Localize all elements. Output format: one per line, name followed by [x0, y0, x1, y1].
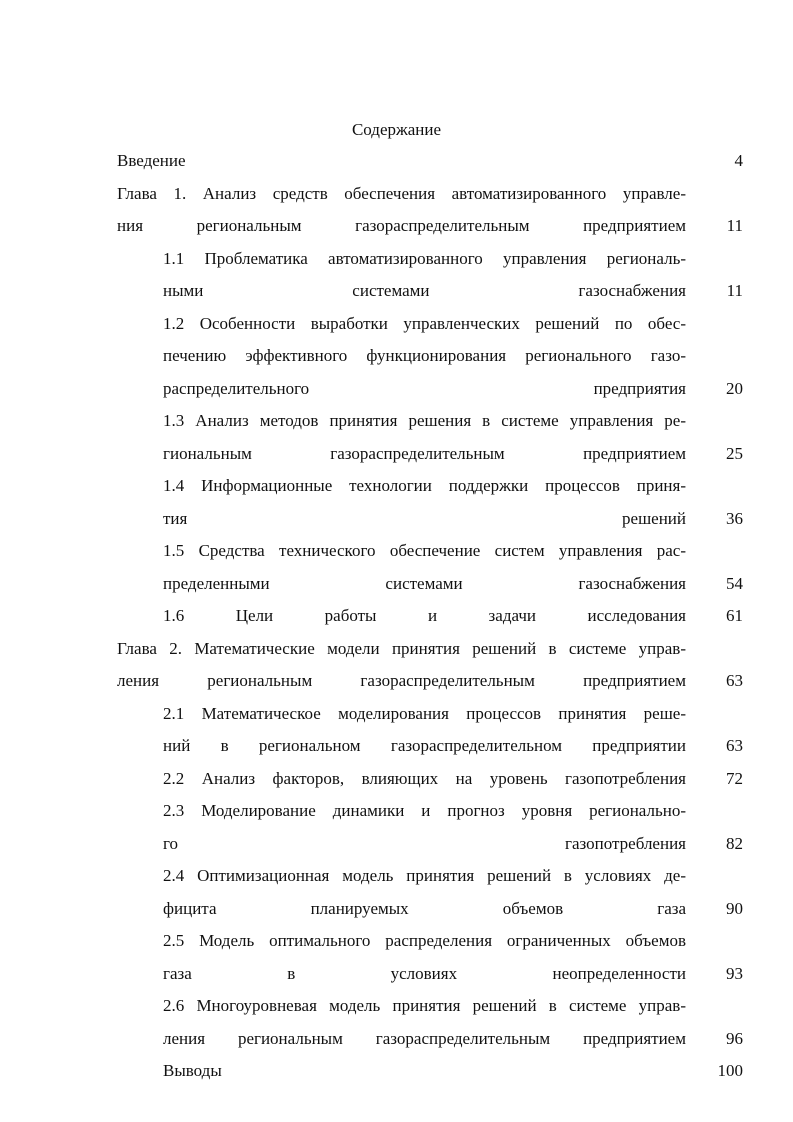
toc-page-number: 63 [726, 736, 743, 755]
toc-entry-1-3 [0, 405, 793, 470]
toc-entry-2-4 [0, 860, 793, 925]
toc-page-number: 36 [726, 508, 743, 528]
toc-entry-text: газа в условиях неопределенности [163, 963, 686, 983]
toc-page-number: 54 [726, 573, 743, 593]
toc-entry-text: пределенными системами газоснабжения [163, 573, 686, 593]
toc-entry-text: 1.6 Цели работы и задачи исследования [163, 606, 686, 625]
toc-entry-text: Глава 1. Анализ средств обеспечения автоматизированного управле- [117, 183, 686, 203]
toc-entry-text: распределительного предприятия [163, 378, 686, 398]
toc-entry-text: 2.6 Многоуровневая модель принятия решений в системе управ- [163, 996, 686, 1015]
toc-entry-2-1 [0, 698, 793, 763]
toc-page-number: 4 [734, 151, 743, 170]
toc-entry-text: ния региональным газораспределительным предприятием [117, 216, 686, 235]
toc-entry-text: ний в региональном газораспределительном предприятии [163, 736, 686, 755]
toc-entry-text: 2.2 Анализ факторов, влияющих на уровень газопотребления [163, 768, 686, 788]
toc-entry-text: печению эффективного функционирования регионального газо- [163, 346, 686, 365]
toc-entry-text: 1.1 Проблематика автоматизированного управления региональ- [163, 248, 686, 268]
toc-entry-2-5 [0, 925, 793, 990]
toc-page-number: 11 [726, 216, 743, 235]
toc-page-number: 11 [726, 281, 743, 300]
toc-entry-text: 1.5 Средства технического обеспечение систем управления рас- [163, 541, 686, 560]
toc-entry-text: фицита планируемых объемов газа [163, 898, 686, 918]
toc-entry-chapter-1 [0, 178, 793, 243]
toc-entry-text: Выводы [163, 1061, 222, 1080]
toc-page-number: 100 [717, 1061, 743, 1080]
toc-entry-1-2 [0, 308, 793, 406]
toc-entry-introduction [0, 145, 793, 178]
table-of-contents [0, 145, 793, 1088]
toc-entry-text: 1.2 Особенности выработки управленческих решений по обес- [163, 313, 686, 333]
toc-entry-text: ления региональным газораспределительным предприятием [163, 1028, 686, 1048]
toc-page-number: 63 [726, 671, 743, 690]
toc-page-number: 20 [726, 378, 743, 398]
toc-page-number: 25 [726, 443, 743, 463]
toc-entry-text: ными системами газоснабжения [163, 281, 686, 300]
toc-entry-text: 1.3 Анализ методов принятия решения в системе управления ре- [163, 411, 686, 430]
toc-entry-2-6 [0, 990, 793, 1055]
toc-entry-text: 2.4 Оптимизационная модель принятия решений в условиях де- [163, 866, 686, 885]
toc-page-number: 61 [726, 606, 743, 625]
toc-entry-text: ления региональным газораспределительным предприятием [117, 671, 686, 690]
toc-entry-1-4 [0, 470, 793, 535]
toc-entry-text: Глава 2. Математические модели принятия решений в системе управ- [117, 638, 686, 658]
toc-entry-text: 1.4 Информационные технологии поддержки процессов приня- [163, 476, 686, 495]
toc-entry-text: гиональным газораспределительным предприятием [163, 443, 686, 463]
toc-entry-text: 2.5 Модель оптимального распределения ограниченных объемов [163, 931, 686, 950]
toc-entry-text: 2.1 Математическое моделирования процессов принятия реше- [163, 703, 686, 723]
toc-entry-2-2 [0, 763, 793, 796]
toc-entry-chapter-2 [0, 633, 793, 698]
toc-entry-text: тия решений [163, 508, 686, 528]
toc-entry-conclusions [0, 1055, 793, 1088]
toc-entry-2-3 [0, 795, 793, 860]
toc-page-number: 96 [726, 1028, 743, 1048]
toc-page-number: 72 [726, 768, 743, 788]
toc-page-number: 90 [726, 898, 743, 918]
toc-page-number: 82 [726, 833, 743, 853]
toc-entry-text: 2.3 Моделирование динамики и прогноз уровня регионально- [163, 801, 686, 820]
toc-entry-text: го газопотребления [163, 833, 686, 853]
toc-entry-1-1 [0, 243, 793, 308]
toc-entry-1-5 [0, 535, 793, 600]
toc-entry-text: Введение [117, 151, 186, 170]
page-title: Содержание [351, 120, 442, 139]
toc-entry-1-6 [0, 600, 793, 633]
toc-page-number: 93 [726, 963, 743, 983]
